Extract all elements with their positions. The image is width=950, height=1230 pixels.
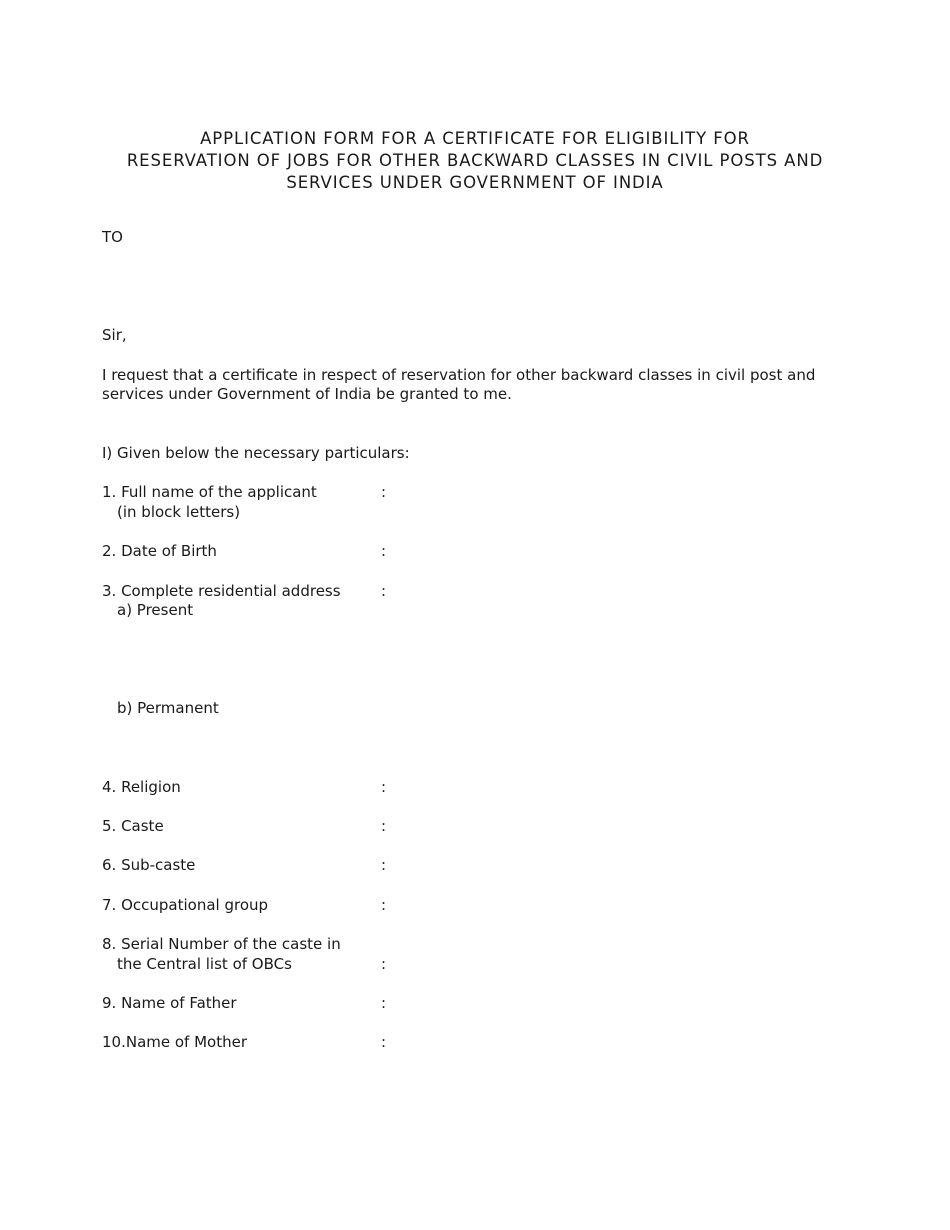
field-label-dob: 2. Date of Birth [102, 542, 217, 560]
field-label-caste: 5. Caste [102, 817, 164, 835]
field-colon: : [381, 856, 387, 874]
field-colon: : [381, 817, 387, 835]
salutation: Sir, [102, 326, 127, 344]
field-colon: : [381, 483, 387, 501]
field-colon: : [381, 542, 387, 560]
field-label-address: 3. Complete residential address [102, 582, 341, 600]
field-label-religion: 4. Religion [102, 778, 181, 796]
title-line-1: APPLICATION FORM FOR A CERTIFICATE FOR ELIGIBILITY FOR [200, 129, 750, 148]
form-title [0, 128, 950, 194]
title-line-3: SERVICES UNDER GOVERNMENT OF INDIA [286, 173, 664, 192]
field-label-occupational-group: 7. Occupational group [102, 896, 269, 914]
request-line-1: I request that a certificate in respect of reservation for other backward classes in civil post and [102, 366, 816, 384]
field-sublabel-permanent: b) Permanent [117, 699, 219, 717]
field-colon: : [381, 955, 387, 973]
field-sublabel-block-letters: (in block letters) [117, 503, 241, 521]
title-line-2: RESERVATION OF JOBS FOR OTHER BACKWARD CLASSES IN CIVIL POSTS AND [126, 151, 824, 170]
field-sublabel-present: a) Present [117, 601, 194, 619]
field-label-full-name: 1. Full name of the applicant [102, 483, 317, 501]
field-label-serial-number: 8. Serial Number of the caste in [102, 935, 341, 953]
field-label-sub-caste: 6. Sub-caste [102, 856, 196, 874]
field-sublabel-central-list: the Central list of OBCs [117, 955, 292, 973]
request-line-2: services under Government of India be granted to me. [102, 385, 512, 403]
field-label-mother: 10.Name of Mother [102, 1033, 248, 1051]
field-colon: : [381, 896, 387, 914]
field-label-father: 9. Name of Father [102, 994, 237, 1012]
addressee-label: TO [102, 228, 123, 246]
field-colon: : [381, 582, 387, 600]
field-colon: : [381, 1033, 387, 1051]
field-colon: : [381, 994, 387, 1012]
field-colon: : [381, 778, 387, 796]
particulars-intro: I) Given below the necessary particulars: [102, 444, 410, 462]
